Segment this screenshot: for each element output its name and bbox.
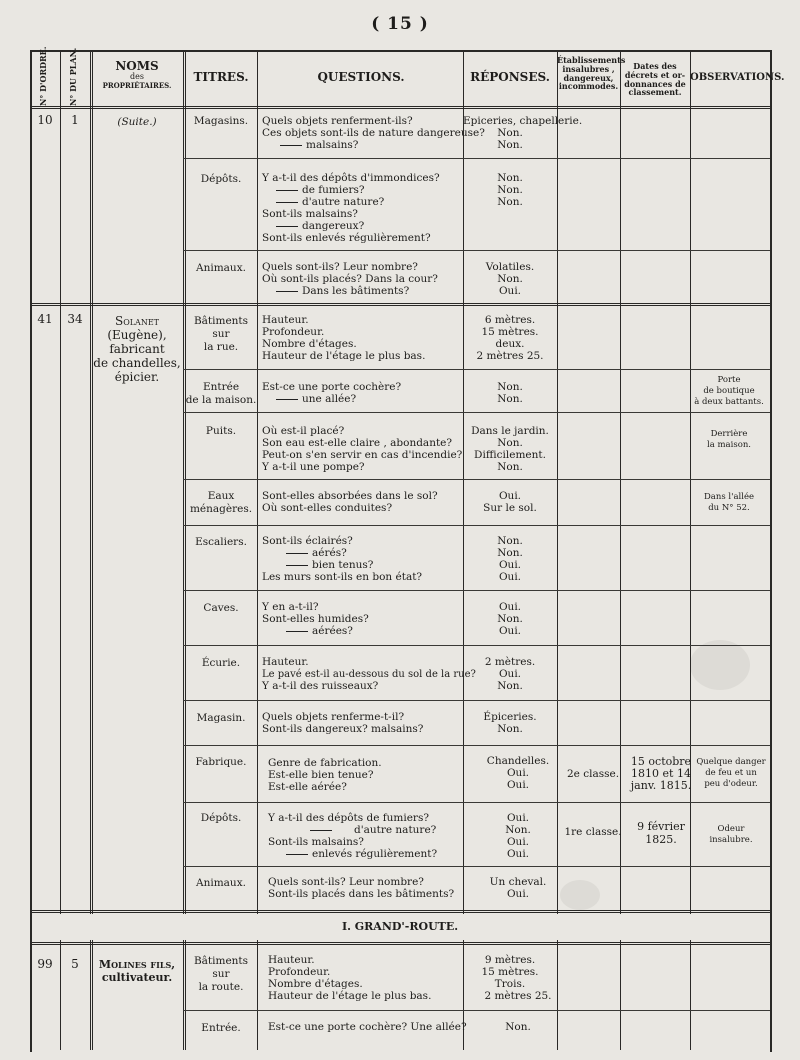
row-rule: [183, 866, 770, 867]
entry2-escaliers-r3: Oui.: [498, 559, 522, 571]
header-etablissements: [557, 55, 626, 92]
entry2-entree-titre: [185, 381, 257, 407]
entry2-nom: [92, 314, 182, 384]
entry2-fabrique-r3: Oui.: [506, 779, 530, 791]
section-title: I. GRAND'-ROUTE.: [341, 920, 459, 933]
row-rule: [183, 479, 770, 480]
row-rule: [183, 369, 770, 370]
entry1-depots-r1: Non.: [497, 172, 523, 184]
entry2-depots-r3: Oui.: [506, 836, 530, 848]
entry2-entree-q2-row: [276, 393, 356, 406]
entry2-nom-line: (Eugène),: [107, 328, 167, 342]
entry2-depots-r2: Non.: [505, 824, 531, 836]
entry2-caves-q3: aérées?: [312, 625, 353, 637]
entry2-entree-obs-line: à deux battants.: [694, 397, 764, 407]
entry2-puits-q3: Peut-on s'en servir en cas d'incendie?: [262, 449, 463, 461]
entry1-depots-q5: dangereux?: [302, 220, 365, 232]
ditto-dash: [276, 399, 298, 400]
entry3-nom: [92, 958, 182, 984]
section-rule: [30, 910, 770, 913]
entry1-magasins-r3: Non.: [497, 139, 523, 151]
header-noms-title: NOMS: [115, 59, 159, 73]
ditto-dash: [280, 145, 302, 146]
entry3-nom-line: Molines fils,: [98, 958, 176, 971]
row-rule: [183, 700, 770, 701]
entry2-ecurie-titre: Écurie.: [201, 657, 241, 669]
entry2-puits-obs-line: la maison.: [707, 440, 751, 450]
entry1-animaux-r2: Non.: [497, 273, 523, 285]
entry2-fabrique-titre: Fabrique.: [195, 756, 247, 768]
row-rule: [183, 250, 770, 251]
entry3-batiments-r3: Trois.: [494, 978, 526, 990]
header-titres: TITRES.: [193, 70, 249, 84]
entry2-nom-line: Solanet: [114, 314, 160, 328]
entry2-batiments-r4: 2 mètres 25.: [476, 350, 544, 362]
entry1-depots-q2: de fumiers?: [302, 184, 365, 196]
header-dates: [620, 62, 690, 97]
entry2-depots-obs-line: insalubre.: [709, 835, 753, 845]
entry2-fabrique-q2: Est-elle bien tenue?: [268, 769, 374, 781]
entry2-ecurie-q1: Hauteur.: [262, 656, 309, 668]
entry2-escaliers-q2: aérés?: [312, 547, 347, 559]
entry2-eaux-q2: Où sont-elles conduites?: [262, 502, 393, 514]
entry2-animaux-titre: Animaux.: [196, 877, 246, 889]
entry2-fabrique-date-line: 15 octobre: [630, 755, 692, 768]
entry2-batiments-line: Bâtiments: [193, 315, 249, 327]
entry2-ecurie-r2: Oui.: [498, 668, 522, 680]
entry1-depots-q3: d'autre nature?: [302, 196, 385, 208]
entry2-animaux-r2: Oui.: [506, 888, 530, 900]
entry3-batiments-q4: Hauteur de l'étage le plus bas.: [268, 990, 432, 1002]
entry2-escaliers-r2: Non.: [497, 547, 523, 559]
row-rule: [183, 158, 770, 159]
entry2-entree-r1: Non.: [497, 381, 523, 393]
entry2-ecurie-r3: Non.: [497, 680, 523, 692]
header-etab-line: insalubres ,: [562, 63, 615, 74]
entry2-fabrique-obs-line: Quelque danger: [696, 757, 766, 767]
entry3-batiments-line: sur: [212, 968, 230, 980]
ditto-dash: [286, 854, 308, 855]
entry3-batiments-line: la route.: [198, 981, 244, 993]
entry2-fabrique-obs-line: peu d'odeur.: [704, 779, 758, 789]
entry2-depots-classe: 1re classe.: [564, 826, 622, 838]
entry2-depots-q2: d'autre nature?: [354, 824, 437, 836]
entry3-ordre: 99: [37, 957, 53, 971]
entry2-magasin-q2: Sont-ils dangereux? malsains?: [262, 723, 424, 735]
entry2-depots-r1: Oui.: [506, 812, 530, 824]
entry2-animaux-r1: Un cheval.: [489, 876, 547, 888]
entry2-puits-r4: Non.: [497, 461, 523, 473]
entry2-caves-q1: Y en a-t-il?: [262, 601, 319, 613]
entry2-entree-line: Entrée: [202, 381, 240, 393]
header-dates-line: donnances de: [624, 78, 686, 89]
entry2-puits-q2: Son eau est-elle claire , abondante?: [262, 437, 453, 449]
entry2-eaux-r2: Sur le sol.: [483, 502, 537, 514]
entry2-fabrique-q1: Genre de fabrication.: [268, 757, 382, 769]
entry3-batiments-q3: Nombre d'étages.: [268, 978, 363, 990]
entry2-puits-r1: Dans le jardin.: [471, 425, 549, 437]
entry2-escaliers-q3: bien tenus?: [312, 559, 374, 571]
entry2-eaux-line: Eaux: [207, 490, 235, 502]
row-rule: [183, 745, 770, 746]
entry1-plan: 1: [71, 113, 79, 127]
entry1-depots-q4: Sont-ils malsains?: [262, 208, 358, 220]
entry2-batiments-line: la rue.: [203, 341, 239, 353]
entry1-magasins-q2: Ces objets sont-ils de nature dangereuse?: [262, 127, 485, 139]
entry2-escaliers-q4: Les murs sont-ils en bon état?: [262, 571, 423, 583]
entry2-ecurie-r1: 2 mètres.: [484, 656, 536, 668]
entry2-nom-line: de chandelles,: [93, 356, 181, 370]
entry2-fabrique-r2: Oui.: [506, 767, 530, 779]
entry2-eaux-obs: [690, 492, 768, 514]
ditto-dash: [276, 226, 298, 227]
entry2-puits-obs-line: Derrière: [710, 429, 748, 439]
entry2-depots-dates: [626, 820, 696, 846]
header-etab-line: incommodes.: [558, 81, 619, 92]
ditto-dash: [276, 291, 298, 292]
header-noms-sub2: PROPRIÉTAIRES.: [102, 80, 172, 90]
entry3-nom-line: cultivateur.: [101, 971, 173, 984]
ditto-dash: [310, 830, 332, 831]
entry1-animaux-r1: Volatiles.: [485, 261, 535, 273]
entry2-caves-q2: Sont-elles humides?: [262, 613, 369, 625]
entry2-nom-line: épicier.: [114, 370, 160, 384]
entry2-batiments-r2: 15 mètres.: [481, 326, 539, 338]
entry2-escaliers-r4: Oui.: [498, 571, 522, 583]
header-observations: OBSERVATIONS.: [690, 72, 785, 83]
row-rule: [183, 1010, 770, 1011]
entry2-puits-obs: [690, 429, 768, 451]
entry1-animaux-q1: Quels sont-ils? Leur nombre?: [262, 261, 418, 273]
row-rule: [183, 802, 770, 803]
entry2-magasin-r1: Épiceries.: [483, 711, 537, 723]
entry2-entree-line: de la maison.: [185, 394, 257, 406]
entry2-depots-titre: Dépôts.: [200, 812, 242, 824]
entry2-magasin-titre: Magasin.: [196, 712, 246, 724]
entry2-nom-line: fabricant: [109, 342, 165, 356]
entry2-batiments-q1: Hauteur.: [262, 314, 309, 326]
row-rule: [183, 590, 770, 591]
entry2-depots-r4: Oui.: [506, 848, 530, 860]
entry2-escaliers-titre: Escaliers.: [195, 536, 247, 548]
entry2-entree-obs: [690, 375, 768, 408]
entry2-eaux-obs-line: Dans l'allée: [703, 492, 755, 502]
entry2-entree-q1: Est-ce une porte cochère?: [262, 381, 402, 393]
header-plan: N° DU PLAN.: [68, 47, 78, 106]
header-dates-line: décrets et or-: [624, 69, 686, 80]
entry2-puits-q1: Où est-il placé?: [262, 425, 345, 437]
entry3-batiments-r4: 2 mètres 25.: [484, 990, 552, 1002]
entry2-puits-r2: Non.: [497, 437, 523, 449]
header-etab-line: Établissements: [557, 55, 626, 65]
entry2-caves-q3-row: [286, 625, 353, 638]
entry1-animaux-q3: Dans les bâtiments?: [302, 285, 410, 297]
entry3-batiments-line: Bâtiments: [193, 955, 249, 967]
entry-separator: [30, 303, 770, 306]
entry3-batiments-q1: Hauteur.: [268, 954, 315, 966]
entry2-eaux-q1: Sont-elles absorbées dans le sol?: [262, 490, 438, 502]
entry2-batiments-q2: Profondeur.: [262, 326, 325, 338]
col-divider: [60, 50, 61, 1050]
entry1-depots-titre: Dépôts.: [200, 173, 242, 185]
entry1-animaux-q2: Où sont-ils placés? Dans la cour?: [262, 273, 438, 285]
header-questions: QUESTIONS.: [317, 70, 405, 84]
entry2-eaux-r1: Oui.: [498, 490, 522, 502]
col-divider: [90, 50, 93, 1050]
entry1-magasins-r1: Epiceries, chapellerie.: [463, 115, 583, 127]
entry2-fabrique-date-line: 1810 et 14: [631, 767, 691, 780]
header-rule: [30, 106, 770, 109]
entry2-ordre: 41: [37, 312, 53, 326]
entry1-depots-r3: Non.: [497, 196, 523, 208]
entry2-escaliers-q1: Sont-ils éclairés?: [262, 535, 353, 547]
entry2-depots-q4: enlevés régulièrement?: [312, 848, 438, 860]
entry1-depots-q1: Y a-t-il des dépôts d'immondices?: [262, 172, 440, 184]
entry2-fabrique-obs: [694, 757, 768, 790]
entry2-eaux-titre: [185, 490, 257, 516]
entry2-fabrique-date-line: janv. 1815.: [630, 779, 692, 792]
col-divider: [257, 50, 258, 1050]
entry2-batiments-titre: [185, 315, 257, 354]
entry2-ecurie-q2: Le pavé est-il au-dessous du sol de la rue?: [262, 669, 476, 680]
entry1-ordre: 10: [37, 113, 53, 127]
entry2-fabrique-classe: 2e classe.: [566, 768, 620, 780]
entry2-entree-obs-line: Porte: [717, 375, 741, 385]
ditto-dash: [286, 553, 308, 554]
entry2-depots-q3: Sont-ils malsains?: [268, 836, 364, 848]
entry2-magasin-q1: Quels objets renferme-t-il?: [262, 711, 405, 723]
entry1-depots-r2: Non.: [497, 184, 523, 196]
ditto-dash: [276, 190, 298, 191]
entry2-eaux-line: ménagères.: [189, 503, 253, 515]
entry1-animaux-q3-row: [276, 285, 409, 298]
entry2-fabrique-q3: Est-elle aérée?: [268, 781, 347, 793]
entry1-magasins-q1: Quels objets renferment-ils?: [262, 115, 413, 127]
entry2-puits-r3: Difficilement.: [474, 449, 546, 461]
entry2-eaux-obs-line: du N° 52.: [708, 503, 750, 513]
entry1-magasins-titre: Magasins.: [193, 115, 249, 127]
entry2-batiments-line: sur: [212, 328, 230, 340]
entry2-depots-obs: [694, 824, 768, 846]
row-rule: [183, 525, 770, 526]
entry2-entree-r2: Non.: [497, 393, 523, 405]
entry2-animaux-q1: Quels sont-ils? Leur nombre?: [268, 876, 424, 888]
col-divider: [690, 50, 691, 1050]
entry1-magasins-q3-row: [280, 139, 358, 152]
entry3-entree-q1: Est-ce une porte cochère? Une allée?: [268, 1021, 467, 1033]
entry1-animaux-r3: Oui.: [498, 285, 522, 297]
entry2-caves-r1: Oui.: [498, 601, 522, 613]
ditto-dash: [276, 202, 298, 203]
entry2-depots-q4-row: [286, 848, 437, 861]
entry1-magasins-q3: malsains?: [306, 139, 359, 151]
entry2-depots-date-line: 1825.: [645, 833, 677, 846]
ditto-dash: [286, 565, 308, 566]
entry2-depots-date-line: 9 février: [637, 820, 685, 833]
entry2-puits-q4: Y a-t-il une pompe?: [262, 461, 365, 473]
entry3-plan: 5: [71, 957, 79, 971]
entry2-fabrique-r1: Chandelles.: [486, 755, 550, 767]
entry1-nom: (Suite.): [117, 116, 157, 128]
entry2-entree-q2: une allée?: [302, 393, 357, 405]
entry2-escaliers-r1: Non.: [497, 535, 523, 547]
entry2-batiments-q4: Hauteur de l'étage le plus bas.: [262, 350, 426, 362]
header-dates-line: classement.: [628, 87, 682, 98]
section-rule: [30, 942, 770, 945]
entry2-ecurie-q3: Y a-t-il des ruisseaux?: [262, 680, 379, 692]
entry2-fabrique-obs-line: de feu et un: [705, 768, 757, 778]
header-noms-sub1: des: [130, 72, 144, 82]
col-divider: [620, 50, 621, 1050]
ditto-dash: [286, 631, 308, 632]
entry3-entree-titre: Entrée.: [201, 1022, 241, 1034]
entry3-batiments-r2: 15 mètres.: [481, 966, 539, 978]
entry2-batiments-r1: 6 mètres.: [484, 314, 536, 326]
table-frame: [30, 46, 785, 1052]
header-noms: [92, 60, 182, 90]
entry1-depots-q6: Sont-ils enlevés régulièrement?: [262, 232, 431, 244]
entry3-batiments-titre: [185, 955, 257, 994]
row-rule: [183, 412, 770, 413]
entry2-magasin-r2: Non.: [497, 723, 523, 735]
entry2-depots-q1: Y a-t-il des dépôts de fumiers?: [268, 812, 429, 824]
row-rule: [183, 645, 770, 646]
col-divider: [183, 50, 186, 1050]
entry3-batiments-q2: Profondeur.: [268, 966, 331, 978]
entry2-caves-titre: Caves.: [203, 602, 239, 614]
entry2-batiments-r3: deux.: [495, 338, 525, 350]
header-ordre: N° D'ORDRE.: [38, 46, 48, 106]
entry2-plan: 34: [67, 312, 83, 326]
entry1-animaux-titre: Animaux.: [196, 262, 246, 274]
header-reponses: RÉPONSES.: [470, 70, 550, 84]
entry2-batiments-q3: Nombre d'étages.: [262, 338, 357, 350]
header-etab-line: dangereux,: [563, 72, 614, 83]
entry2-entree-obs-line: de boutique: [703, 386, 755, 396]
entry2-fabrique-dates: [626, 756, 696, 792]
entry2-caves-r3: Oui.: [498, 625, 522, 637]
entry2-depots-obs-line: Odeur: [717, 824, 745, 834]
entry3-batiments-r1: 9 mètres.: [484, 954, 536, 966]
entry3-entree-r1: Non.: [505, 1021, 531, 1033]
entry2-puits-titre: Puits.: [205, 425, 237, 437]
page-number: ( 15 ): [371, 14, 429, 34]
entry2-caves-r2: Non.: [497, 613, 523, 625]
entry1-magasins-r2: Non.: [497, 127, 523, 139]
entry2-animaux-q2: Sont-ils placés dans les bâtiments?: [268, 888, 455, 900]
header-dates-line: Dates des: [633, 61, 677, 71]
